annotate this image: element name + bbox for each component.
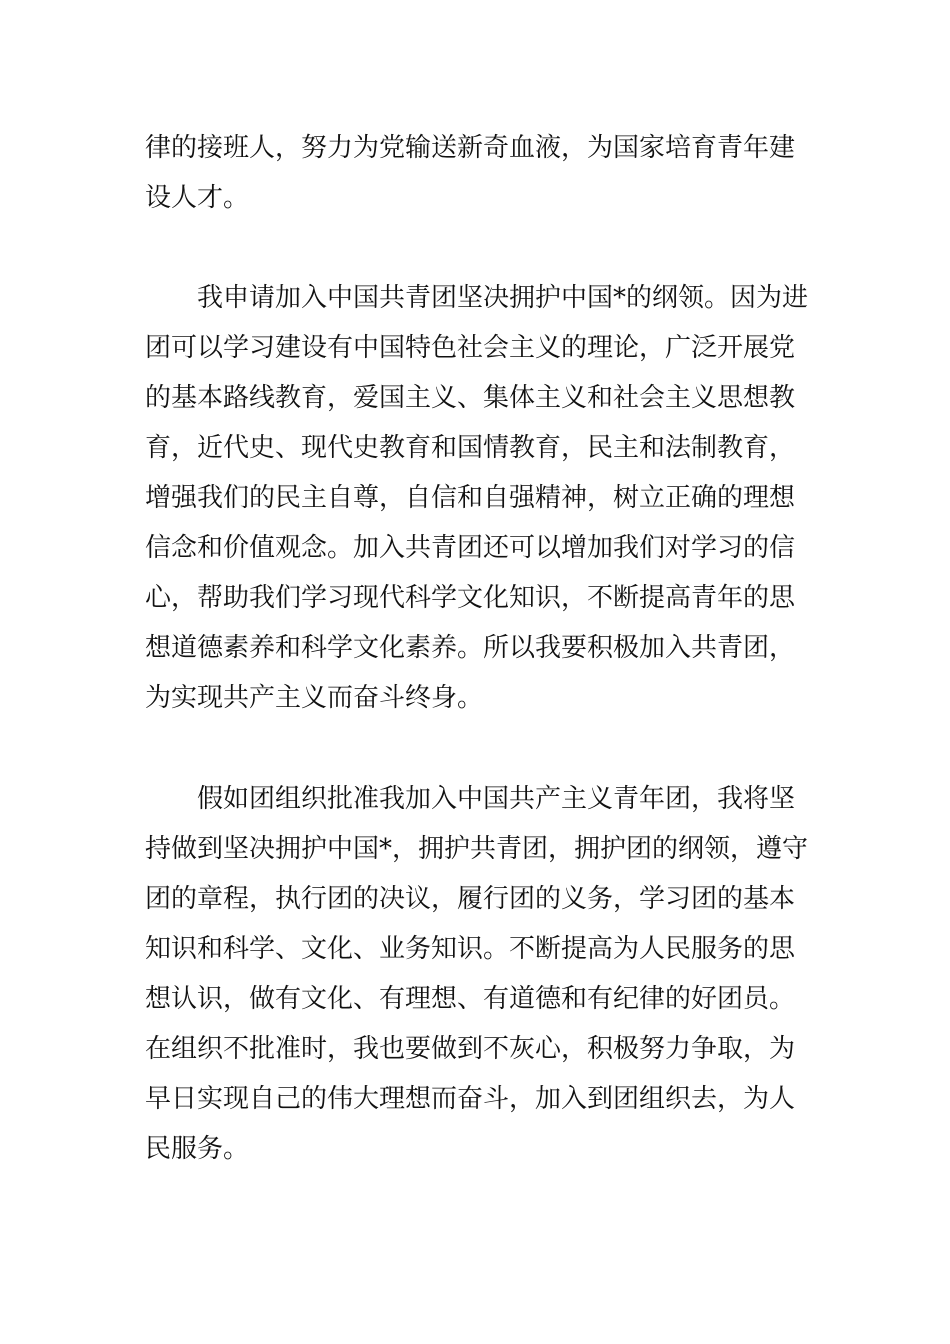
paragraph-2-line-7: 心，帮助我们学习现代科学文化知识，不断提高青年的思 bbox=[145, 583, 796, 613]
paragraph-3-line-8: 民服务。 bbox=[145, 1134, 250, 1164]
paragraph-2-line-4: 育，近代史、现代史教育和国情教育，民主和法制教育， bbox=[145, 433, 796, 463]
paragraph-2-line-8: 想道德素养和科学文化素养。所以我要积极加入共青团， bbox=[145, 633, 796, 663]
paragraph-1-line-2: 设人才。 bbox=[145, 183, 250, 213]
paragraph-2-line-6: 信念和价值观念。加入共青团还可以增加我们对学习的信 bbox=[145, 533, 796, 563]
paragraph-2-line-2: 团可以学习建设有中国特色社会主义的理论，广泛开展党 bbox=[145, 333, 796, 363]
paragraph-2-line-1: 我申请加入中国共青团坚决拥护中国*的纲领。因为进 bbox=[197, 283, 809, 313]
paragraph-2-line-9: 为实现共产主义而奋斗终身。 bbox=[145, 683, 484, 713]
paragraph-3-line-6: 在组织不批准时，我也要做到不灰心，积极努力争取，为 bbox=[145, 1034, 796, 1064]
paragraph-3-line-4: 知识和科学、文化、业务知识。不断提高为人民服务的思 bbox=[145, 934, 796, 964]
paragraph-3-line-7: 早日实现自己的伟大理想而奋斗，加入到团组织去，为人 bbox=[145, 1084, 796, 1114]
paragraph-2-line-3: 的基本路线教育，爱国主义、集体主义和社会主义思想教 bbox=[145, 383, 796, 413]
paragraph-3-line-3: 团的章程，执行团的决议，履行团的义务，学习团的基本 bbox=[145, 884, 796, 914]
paragraph-2-line-5: 增强我们的民主自尊，自信和自强精神，树立正确的理想 bbox=[145, 483, 796, 513]
paragraph-3-line-5: 想认识，做有文化、有理想、有道德和有纪律的好团员。 bbox=[145, 984, 796, 1014]
paragraph-3-line-2: 持做到坚决拥护中国*，拥护共青团，拥护团的纲领，遵守 bbox=[145, 834, 809, 864]
paragraph-3-line-1: 假如团组织批准我加入中国共产主义青年团，我将坚 bbox=[197, 784, 796, 814]
paragraph-1-line-1: 律的接班人，努力为党输送新奇血液，为国家培育青年建 bbox=[145, 133, 796, 163]
